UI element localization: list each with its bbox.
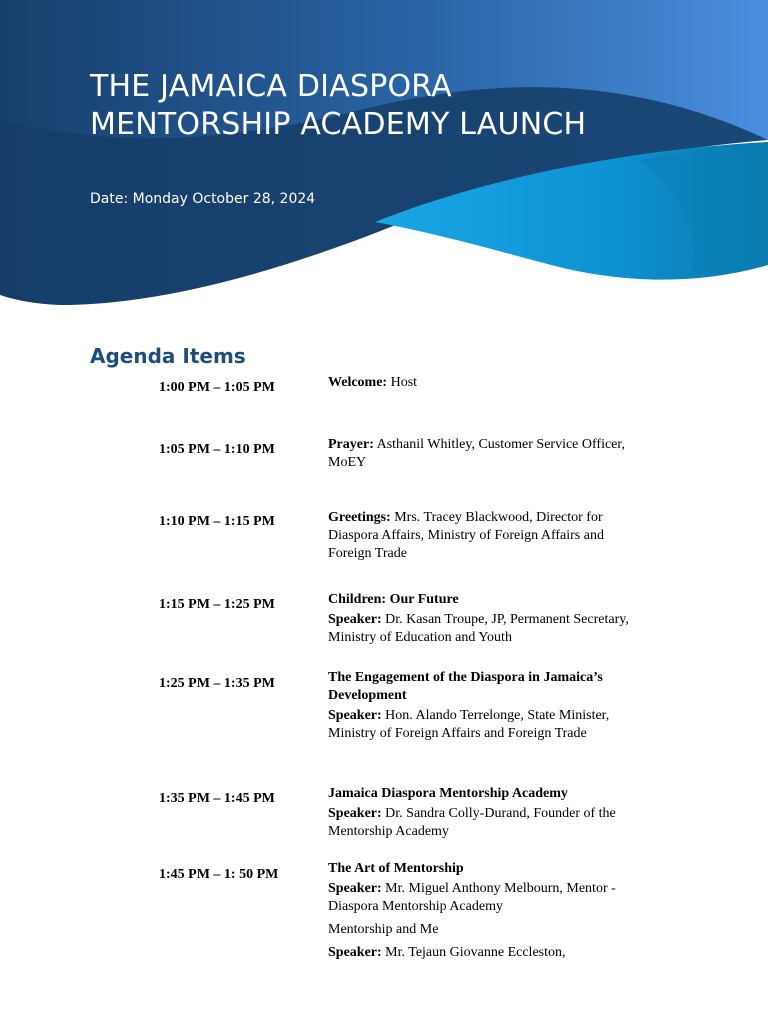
event-date: Date: Monday October 28, 2024: [90, 191, 316, 207]
speaker-label: Speaker:: [328, 612, 382, 627]
agenda-topic: Children: Our Future: [328, 592, 459, 607]
agenda-description: [328, 436, 633, 474]
agenda-topic: The Engagement of the Diaspora in Jamaica’s Development: [328, 670, 603, 703]
page-title: [90, 68, 690, 144]
speaker-label: Speaker:: [328, 945, 382, 960]
agenda-subtopic: Mentorship and Me: [328, 922, 439, 937]
agenda-time: 1:00 PM – 1:05 PM: [159, 380, 275, 395]
speaker-label: Speaker:: [328, 806, 382, 821]
speaker-label: Speaker:: [328, 708, 382, 723]
speaker-text: Mr. Tejaun Giovanne Eccleston,: [381, 945, 566, 960]
agenda-text: Mrs. Tracey Blackwood, Director for Diaspora Affairs, Ministry of Foreign Affairs and Foreign Trade: [328, 510, 604, 561]
agenda-time: 1:15 PM – 1:25 PM: [159, 597, 275, 612]
agenda-description: [328, 591, 633, 649]
speaker-text: Mr. Miguel Anthony Melbourn, Mentor - Diaspora Mentorship Academy: [328, 881, 616, 914]
wave-banner-graphic: [0, 0, 768, 320]
agenda-time: 1:10 PM – 1:15 PM: [159, 514, 275, 529]
agenda-time: 1:25 PM – 1:35 PM: [159, 676, 275, 691]
agenda-label: Prayer:: [328, 437, 374, 452]
title-line-1: THE JAMAICA DIASPORA: [90, 69, 452, 104]
agenda-heading: Agenda Items: [90, 344, 246, 368]
agenda-label: Greetings:: [328, 510, 391, 525]
agenda-text: Asthanil Whitley, Customer Service Officer, MoEY: [328, 437, 625, 470]
agenda-description: [328, 669, 633, 745]
speaker-text: Dr. Sandra Colly-Durand, Founder of the Mentorship Academy: [328, 806, 616, 839]
agenda-time: 1:05 PM – 1:10 PM: [159, 442, 275, 457]
agenda-time: 1:35 PM – 1:45 PM: [159, 791, 275, 806]
speaker-text: Dr. Kasan Troupe, JP, Permanent Secretary, Ministry of Education and Youth: [328, 612, 629, 645]
agenda-label: Welcome:: [328, 375, 388, 390]
agenda-topic: The Art of Mentorship: [328, 861, 464, 876]
speaker-text: Hon. Alando Terrelonge, State Minister, Ministry of Foreign Affairs and Foreign Trade: [328, 708, 610, 741]
agenda-description: [328, 860, 633, 964]
agenda-description: [328, 785, 633, 843]
title-line-2: MENTORSHIP ACADEMY LAUNCH: [90, 107, 587, 142]
agenda-time: 1:45 PM – 1: 50 PM: [159, 867, 279, 882]
agenda-description: [328, 374, 633, 394]
agenda-topic: Jamaica Diaspora Mentorship Academy: [328, 786, 568, 801]
speaker-label: Speaker:: [328, 881, 382, 896]
agenda-description: [328, 509, 633, 565]
header-banner: [0, 0, 768, 320]
agenda-text: Host: [387, 375, 418, 390]
